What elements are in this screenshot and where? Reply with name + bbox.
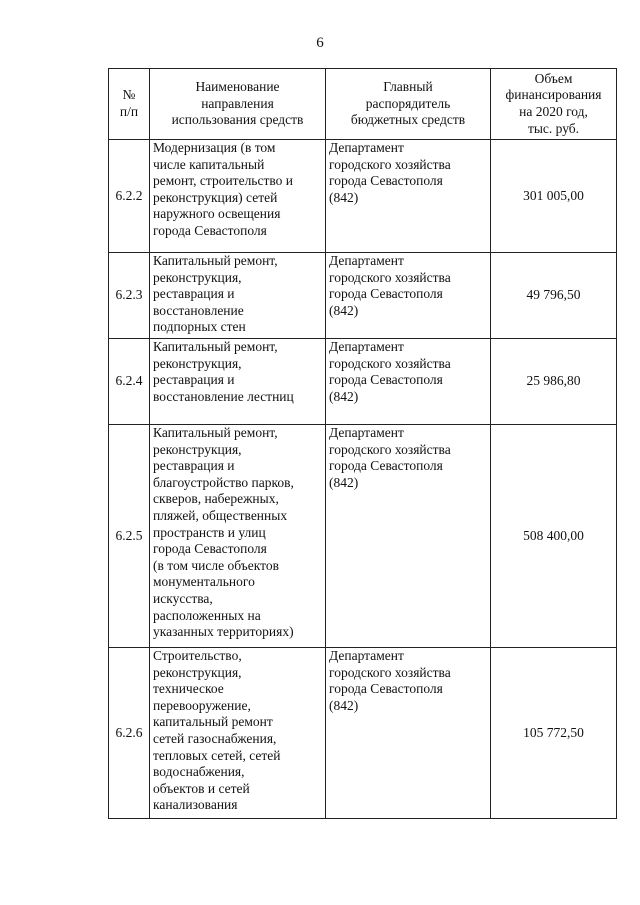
budget-table xyxy=(108,68,617,819)
row-budget-manager: Департамент городского хозяйства города Севастополя (842) xyxy=(326,253,491,339)
row-budget-manager: Департамент городского хозяйства города Севастополя (842) xyxy=(326,140,491,253)
header-direction-name: Наименование направления использования средств xyxy=(150,69,326,140)
row-direction-name: Капитальный ремонт, реконструкция, реставрация и восстановление подпорных стен xyxy=(150,253,326,339)
row-number: 6.2.4 xyxy=(109,339,150,425)
table-row xyxy=(109,253,617,339)
header-funding-amount: Объем финансирования на 2020 год, тыс. руб. xyxy=(491,69,617,140)
row-number: 6.2.2 xyxy=(109,140,150,253)
row-number: 6.2.3 xyxy=(109,253,150,339)
row-direction-name: Строительство, реконструкция, техническое перевооружение, капитальный ремонт сетей газоснабжения, тепловых сетей, сетей водоснабжения, объектов и сетей канализования xyxy=(150,648,326,819)
row-funding-amount: 301 005,00 xyxy=(491,140,617,253)
row-budget-manager: Департамент городского хозяйства города Севастополя (842) xyxy=(326,648,491,819)
row-budget-manager: Департамент городского хозяйства города Севастополя (842) xyxy=(326,339,491,425)
table-row xyxy=(109,140,617,253)
table-row xyxy=(109,425,617,648)
row-budget-manager: Департамент городского хозяйства города Севастополя (842) xyxy=(326,425,491,648)
row-funding-amount: 105 772,50 xyxy=(491,648,617,819)
row-funding-amount: 49 796,50 xyxy=(491,253,617,339)
row-direction-name: Капитальный ремонт, реконструкция, реставрация и восстановление лестниц xyxy=(150,339,326,425)
header-number: № п/п xyxy=(109,69,150,140)
table-row xyxy=(109,339,617,425)
row-funding-amount: 25 986,80 xyxy=(491,339,617,425)
header-budget-manager: Главный распорядитель бюджетных средств xyxy=(326,69,491,140)
page-number: 6 xyxy=(316,35,324,51)
row-direction-name: Модернизация (в том числе капитальный ремонт, строительство и реконструкция) сетей наружного освещения города Севастополя xyxy=(150,140,326,253)
row-direction-name: Капитальный ремонт, реконструкция, реставрация и благоустройство парков, скверов, набережных, пляжей, общественных пространств и улиц города Севастополя (в том числе объектов монументального искусства, расположенных на указанных территориях) xyxy=(150,425,326,648)
table-row xyxy=(109,648,617,819)
table-header-row xyxy=(109,69,617,140)
row-funding-amount: 508 400,00 xyxy=(491,425,617,648)
row-number: 6.2.5 xyxy=(109,425,150,648)
row-number: 6.2.6 xyxy=(109,648,150,819)
